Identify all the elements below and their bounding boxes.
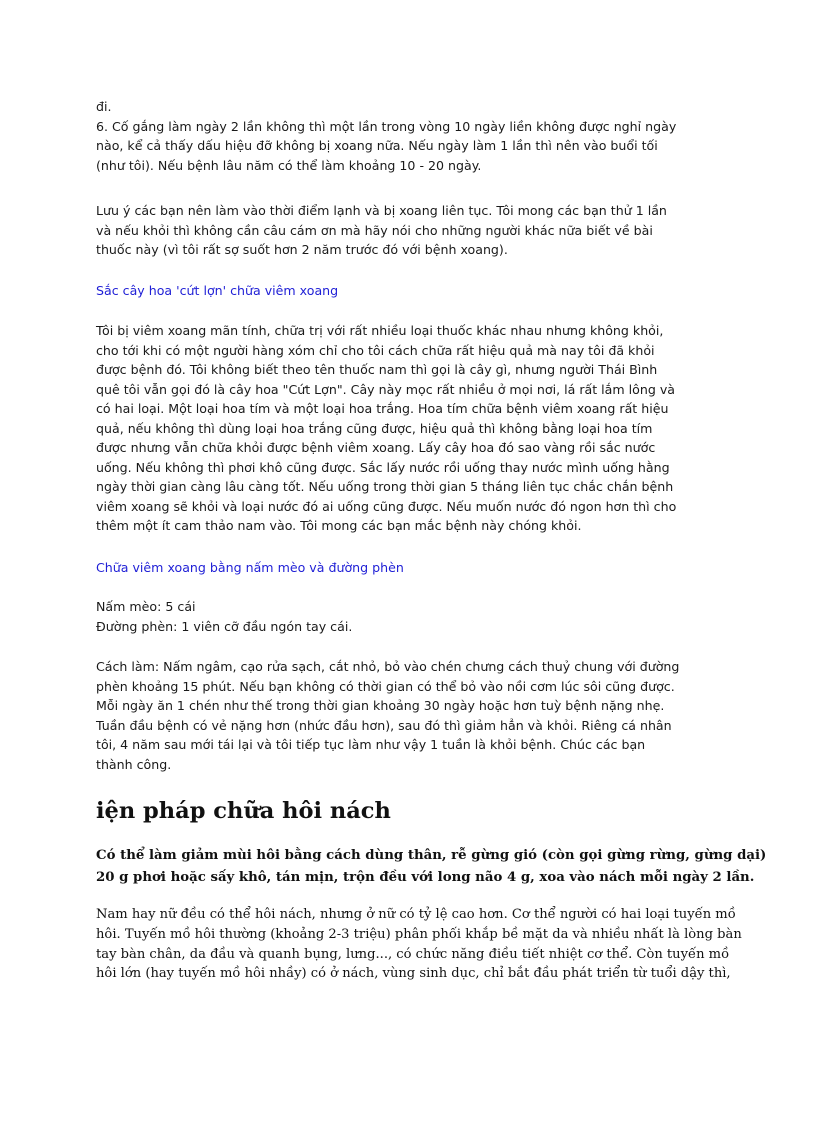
text-line: Tuần đầu bệnh có vẻ nặng hơn (nhức đầu hơn), sau đó thì giảm hẳn và khỏi. Riêng cá nhân <box>96 717 672 733</box>
text-line: và nếu khỏi thì không cần câu cám ơn mà hãy nói cho những người khác nữa biết về bài <box>96 222 653 238</box>
text-line: hôi. Tuyến mồ hôi thường (khoảng 2-3 triệu) phân phối khắp bề mặt da và nhiều nhất là lòng bàn <box>96 926 742 942</box>
text-line: (như tôi). Nếu bệnh lâu năm có thể làm khoảng 10 - 20 ngày. <box>96 157 482 173</box>
body-paragraph <box>96 905 742 984</box>
text-line: phèn khoảng 15 phút. Nếu bạn không có thời gian có thể bỏ vào nồi cơm lúc sôi cũng được. <box>96 678 675 694</box>
section1-paragraph <box>96 321 728 536</box>
note-paragraph <box>96 201 728 260</box>
text-line: 20 g phơi hoặc sấy khô, tán mịn, trộn đều với long não 4 g, xoa vào nách mỗi ngày 2 lần. <box>96 870 755 885</box>
text-line: viêm xoang sẽ khỏi và loại nước đó ai uống cũng được. Nếu muốn nước đó ngon hơn thì cho <box>96 498 677 514</box>
ingredient-line: Đường phèn: 1 viên cỡ đầu ngón tay cái. <box>96 618 353 634</box>
text-line: được nhưng vẫn chữa khỏi được bệnh viêm xoang. Lấy cây hoa đó sao vàng rồi sắc nước <box>96 440 656 455</box>
text-line: Nam hay nữ đều có thể hôi nách, nhưng ở nữ có tỷ lệ cao hơn. Cơ thể người có hai loại tuyến mồ <box>96 907 736 922</box>
text-line: đi. <box>96 99 112 114</box>
text-line: được bệnh đó. Tôi không biết theo tên thuốc nam thì gọi là cây gì, nhưng người Thái Bình <box>96 362 658 377</box>
text-line: Có thể làm giảm mùi hôi bằng cách dùng thân, rễ gừng gió (còn gọi gừng rừng, gừng dại) <box>96 848 767 863</box>
text-line: thêm một ít cam thảo nam vào. Tôi mong các bạn mắc bệnh này chóng khỏi. <box>96 518 582 533</box>
intro-paragraph <box>96 97 728 175</box>
text-line: thành công. <box>96 756 172 772</box>
section2-title[interactable]: Chữa viêm xoang bằng nấm mèo và đường phèn <box>96 560 404 575</box>
text-line: cho tới khi có một người hàng xóm chỉ cho tôi cách chữa rất hiệu quả mà nay tôi đã khỏi <box>96 342 655 358</box>
section-heading: iện pháp chữa hôi nách <box>96 798 391 824</box>
method-paragraph <box>96 657 728 774</box>
text-line: Mỗi ngày ăn 1 chén như thế trong thời gian khoảng 30 ngày hoặc hơn tuỳ bệnh nặng nhẹ. <box>96 698 665 713</box>
text-line: Tôi bị viêm xoang mãn tính, chữa trị với rất nhiều loại thuốc khác nhau nhưng không khỏi, <box>96 323 664 338</box>
text-line: nào, kể cả thấy dấu hiệu đỡ không bị xoang nữa. Nếu ngày làm 1 lần thì nên vào buổi tối <box>96 138 658 153</box>
text-line: ngày thời gian càng lâu càng tốt. Nếu uống trong thời gian 5 tháng liên tục chắc chắn bệnh <box>96 479 674 494</box>
section1-title[interactable]: Sắc cây hoa 'cứt lợn' chữa viêm xoang <box>96 283 339 298</box>
text-line: tay bàn chân, da đầu và quanh bụng, lưng..., có chức năng điều tiết nhiệt cơ thể. Còn tuyến mồ <box>96 946 730 962</box>
ingredients-list <box>96 597 728 636</box>
text-line: Lưu ý các bạn nên làm vào thời điểm lạnh và bị xoang liên tục. Tôi mong các bạn thử 1 lần <box>96 203 667 218</box>
text-line: thuốc này (vì tôi rất sợ suốt hơn 2 năm trước đó với bệnh xoang). <box>96 242 508 257</box>
text-line: quê tôi vẫn gọi đó là cây hoa "Cứt Lợn". Cây này mọc rất nhiều ở mọi nơi, lá rất lắm lông và <box>96 381 675 397</box>
text-line: quả, nếu không thì dùng loại hoa trắng cũng được, hiệu quả thì không bằng loại hoa tím <box>96 420 653 436</box>
text-line: Cách làm: Nấm ngâm, cạo rửa sạch, cắt nhỏ, bỏ vào chén chưng cách thuỷ chung với đường <box>96 659 680 674</box>
ingredient-line: Nấm mèo: 5 cái <box>96 599 196 614</box>
text-line: có hai loại. Một loại hoa tím và một loại hoa trắng. Hoa tím chữa bệnh viêm xoang rất hiệu <box>96 401 669 416</box>
lead-paragraph <box>96 845 767 889</box>
text-line: hôi lớn (hay tuyến mồ hôi nhầy) có ở nách, vùng sinh dục, chỉ bắt đầu phát triển từ tuổi dậy thì, <box>96 966 731 982</box>
text-line: uống. Nếu không thì phơi khô cũng được. Sắc lấy nước rồi uống thay nước mình uống hằng <box>96 459 670 475</box>
text-line: tôi, 4 năm sau mới tái lại và tôi tiếp tục làm như vậy 1 tuần là khỏi bệnh. Chúc các bạn <box>96 737 646 752</box>
text-line: 6. Cố gắng làm ngày 2 lần không thì một lần trong vòng 10 ngày liền không được nghỉ ngày <box>96 118 677 134</box>
